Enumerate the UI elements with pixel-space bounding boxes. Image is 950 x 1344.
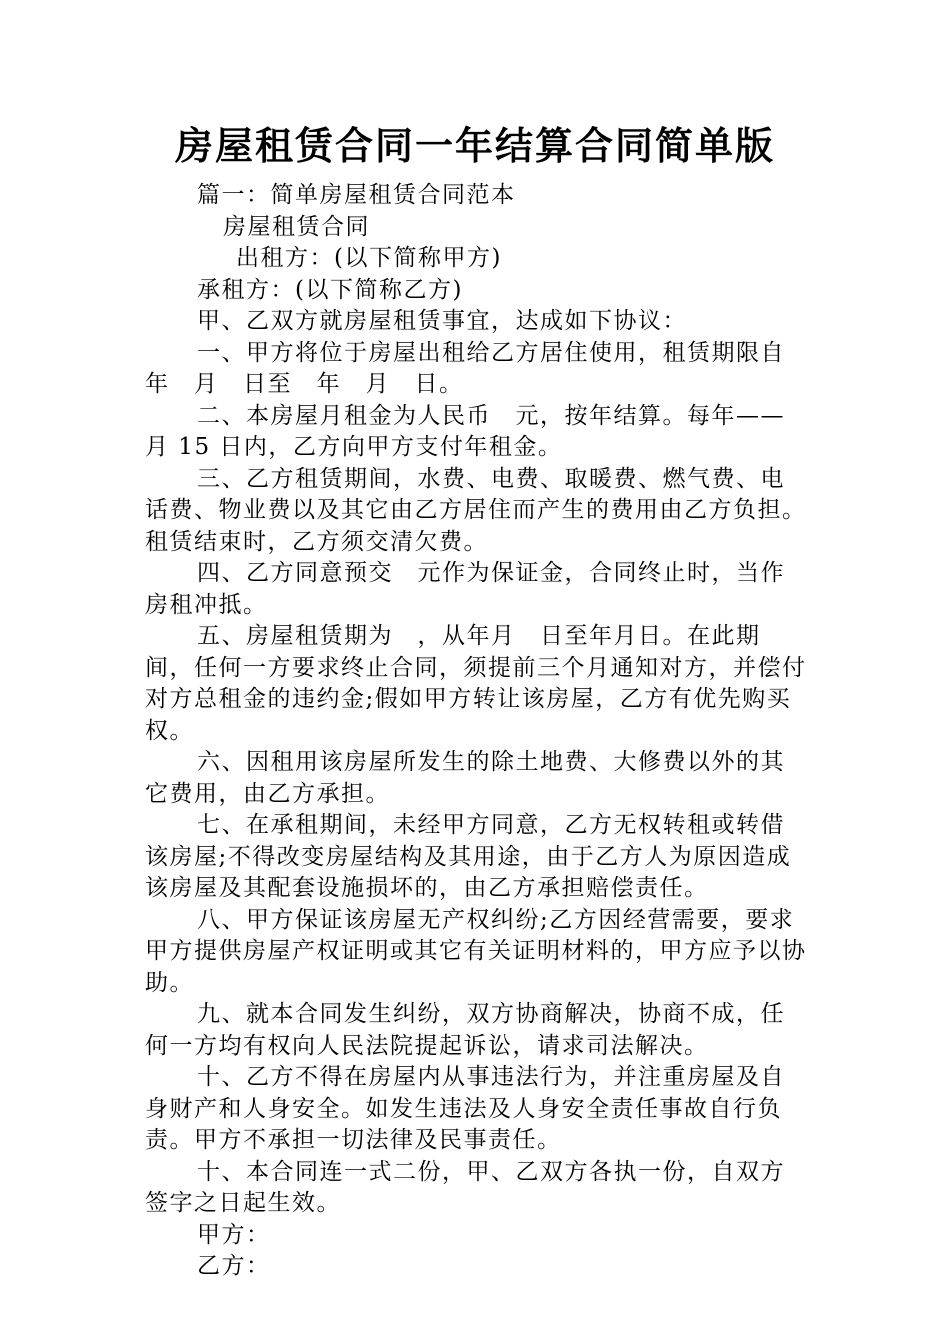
clause-9: 九、就本合同发生纠纷，双方协商解决，协商不成，任何一方均有权向人民法院提起诉讼，请求司法解决。 (145, 1001, 785, 1059)
clause-6: 六、因租用该房屋所发生的除土地费、大修费以外的其它费用，由乙方承担。 (145, 749, 785, 807)
contract-heading: 房屋租赁合同 (223, 213, 370, 240)
clause-10: 十、乙方不得在房屋内从事违法行为，并注重房屋及自身财产和人身安全。如发生违法及人身安全责任事故自行负责。甲方不承担一切法律及民事责任。 (145, 1064, 785, 1153)
clause-2: 二、本房屋月租金为人民币 元，按年结算。每年——月 15 日内，乙方向甲方支付年租金。 (145, 402, 785, 460)
clause-4: 四、乙方同意预交 元作为保证金，合同终止时，当作房租冲抵。 (145, 560, 785, 618)
clause-3: 三、乙方租赁期间，水费、电费、取暖费、燃气费、电话费、物业费以及其它由乙方居住而产生的费用由乙方负担。租赁结束时，乙方须交清欠费。 (145, 465, 807, 555)
document-title: 房屋租赁合同一年结算合同简单版 (174, 124, 775, 168)
clause-8: 八、甲方保证该房屋无产权纠纷;乙方因经营需要，要求甲方提供房屋产权证明或其它有关证明材料的，甲方应予以协助。 (145, 906, 807, 996)
agreement-intro: 甲、乙双方就房屋租赁事宜，达成如下协议： (197, 308, 687, 334)
section-heading: 篇一：简单房屋租赁合同范本 (197, 182, 516, 208)
document-body (145, 180, 810, 1283)
lessor-line: 出租方：(以下简称甲方) (236, 245, 502, 271)
lessee-line: 承租方：(以下简称乙方) (197, 276, 463, 303)
clause-5: 五、房屋租赁期为 ，从年月 日至年月日。在此期间，任何一方要求终止合同，须提前三个月通知对方，并偿付对方总租金的违约金;假如甲方转让该房屋，乙方有优先购买权。 (145, 623, 807, 744)
clause-7: 七、在承租期间，未经甲方同意，乙方无权转租或转借该房屋;不得改变房屋结构及其用途，由于乙方人为原因造成该房屋及其配套设施损坏的，由乙方承担赔偿责任。 (145, 812, 792, 901)
party-b-signature-line: 乙方： (197, 1253, 271, 1279)
party-a-signature-line: 甲方： (197, 1221, 271, 1248)
clause-11: 十、本合同连一式二份，甲、乙双方各执一份，自双方签字之日起生效。 (145, 1158, 785, 1216)
clause-1: 一、甲方将位于房屋出租给乙方居住使用，租赁期限自 年 月 日至 年 月 日。 (145, 339, 810, 397)
